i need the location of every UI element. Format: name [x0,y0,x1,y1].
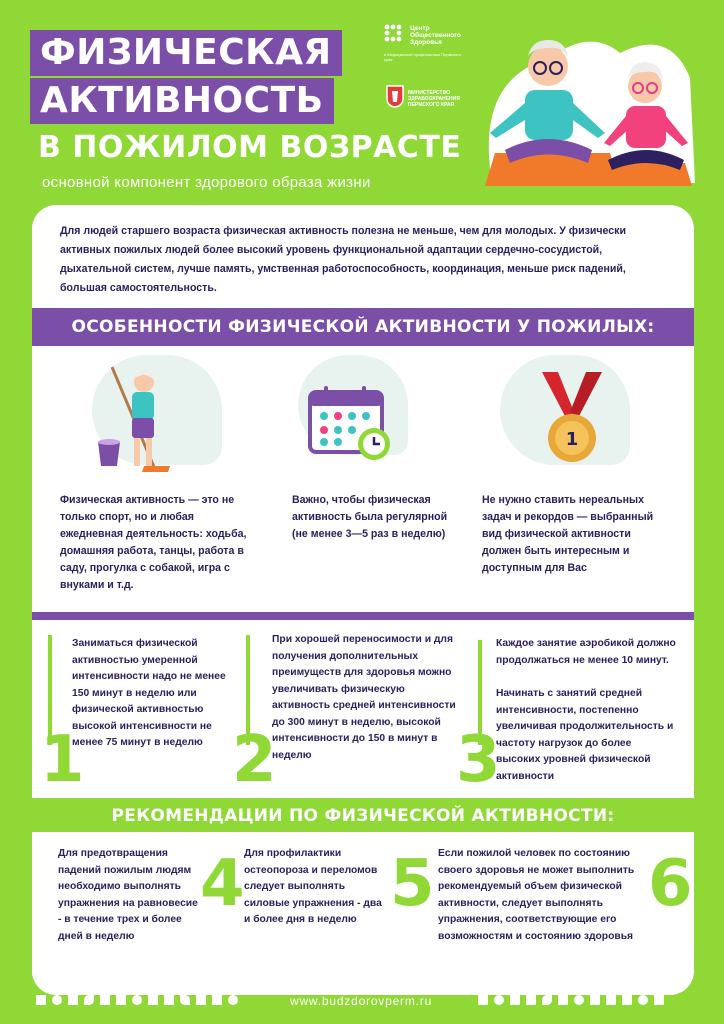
divider-line [32,612,694,620]
feature-1-text: Физическая активность — это не только спорт, но и любая ежедневная деятельность: ходьба, домашняя работа, танцы, работа в саду, прогулка с собакой, игра с внуками и т.д. [60,494,247,591]
calendar-clock-icon [308,384,400,464]
feature-3-text: Не нужно ставить нереальных задач и рекордов — выбранный вид физической активности должен быть интересным и доступным для Вас [482,494,654,574]
intro-text: Для людей старшего возраста физическая активность полезна не меньше, чем для молодых. У физически активных пожилых людей более высокий уровень функциональной адаптации сердечно-сосудистой, дыхательной систем, лучше память, умственная работоспособность, координация, меньше риск падений, большая самостоятельность. [60,225,626,294]
step-3-text: Каждое занятие аэробикой должно продолжаться не менее 10 минут. [496,638,676,666]
cleaning-grandma-icon [92,362,182,474]
feature-2-text: Важно, чтобы физическая активность была регулярной (не менее 3—5 раз в неделю) [292,494,448,540]
footer-pattern-left [36,995,238,1005]
step-3-number: 3 [456,723,501,797]
center-health-logo [384,24,406,51]
rec-6-text: Если пожилой человек по состоянию своего здоровья не может выполнить рекомендуемый объем физической активности, следует выполнять упражнения, соответствующие его возможностям и состоянию здоровья [438,848,635,942]
step-2-number: 2 [232,723,277,797]
rec-5-text: Для профилактики остеопороза и переломов следует выполнять силовые упражнения - два и более дня в неделю [244,848,382,925]
logo1-text: Центр Общественного Здоровья [410,25,461,46]
logo2-text: МИНИСТЕРСТВО ЗДРАВООХРАНЕНИЯ ПЕРМСКОГО КРАЯ [408,90,460,108]
features-title: ОСОБЕННОСТИ ФИЗИЧЕСКОЙ АКТИВНОСТИ У ПОЖИЛЫХ: [32,308,694,346]
footer-pattern-right [478,995,664,1005]
subtitle: основной компонент здорового образа жизни [42,174,371,191]
ministry-emblem-icon [385,84,405,113]
recommendations-title: РЕКОМЕНДАЦИИ ПО ФИЗИЧЕСКОЙ АКТИВНОСТИ: [111,806,615,826]
logo1-small-text: и Медицинской профилактики Пермского края [384,52,461,62]
step-1-text: Заниматься физической активностью умеренной интенсивности надо не менее 150 минут в неделю или физической активностью высокой интенсивности не менее 75 минут в неделю [72,638,226,748]
rec-4-number: 4 [200,847,245,921]
footer-url[interactable]: www.budzdorovperm.ru [290,994,433,1008]
medal-label: 1 [565,429,579,450]
logo-dots-icon [384,24,406,46]
title-line-1: ФИЗИЧЕСКАЯ [30,30,342,76]
rec-4-text: Для предотвращения падений пожилым людям необходимо выполнять упражнения на равновесие - в течение трех и более дней в неделю [58,848,198,942]
step-3-text2: Начинать с занятий средней интенсивности, постепенно увеличивая продолжительность и частоту нагрузок до более высоких уровней физической активности [496,688,674,782]
medal-icon [540,370,604,466]
rec-5-number: 5 [390,847,435,921]
title-line-3: В ПОЖИЛОМ ВОЗРАСТЕ [38,130,462,165]
title-line-2: АКТИВНОСТЬ [30,78,334,124]
seniors-yoga-illustration [470,18,700,198]
step-2-text: При хорошей переносимости и для получения дополнительных преимуществ для здоровья можно увеличивать физическую активность средней интенсивности до 300 минут в неделю, высокой интенсивности до 150 в минут в неделю [272,634,456,761]
rec-6-number: 6 [648,847,693,921]
step-1-number: 1 [40,723,85,797]
